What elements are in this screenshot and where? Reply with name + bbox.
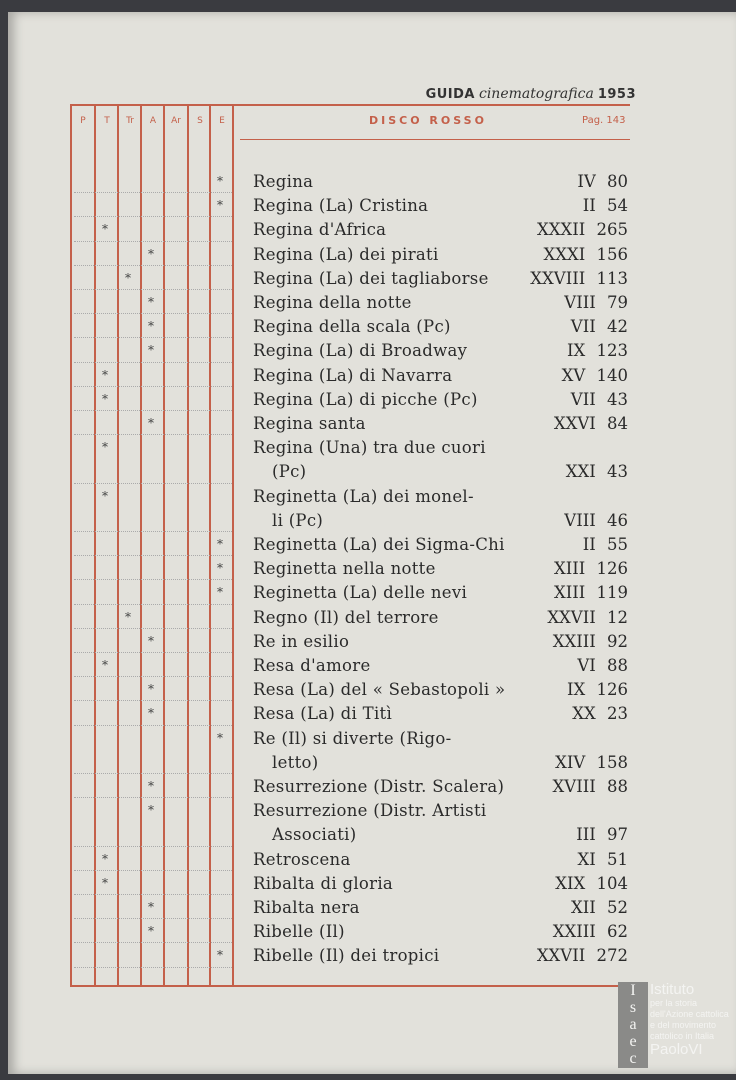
dotted-rule: [74, 531, 232, 532]
rating-asterisk: *: [217, 174, 223, 188]
dotted-rule: [74, 652, 232, 653]
index-entry: [0, 656, 736, 680]
volume-page-reference: XVIII 88: [552, 777, 628, 796]
logo-line: PaoloVI: [650, 1041, 703, 1058]
index-entry: [0, 293, 736, 317]
column-header-a: A: [149, 116, 157, 126]
rating-asterisk: *: [148, 319, 154, 334]
volume-page-reference: VIII 46: [564, 510, 628, 530]
rating-asterisk: *: [217, 730, 223, 745]
dotted-rule: [74, 216, 232, 217]
volume-page-reference: XX 23: [572, 704, 628, 724]
logo-line: per la storia: [650, 998, 698, 1008]
rating-asterisk: *: [102, 440, 108, 455]
volume-page-reference: IV 80: [577, 172, 628, 191]
film-title: Regina (La) di Navarra: [253, 365, 453, 385]
film-title: Ribelle (Il): [253, 922, 345, 942]
volume-page-reference: XXXII 265: [536, 220, 628, 240]
dotted-rule: [74, 846, 232, 847]
dotted-rule: [74, 265, 232, 266]
film-title: Re in esilio: [253, 631, 350, 651]
index-entry: [0, 946, 736, 970]
volume-page-reference: XIV 158: [555, 752, 628, 772]
film-title: Regno (Il) del terrore: [253, 607, 439, 627]
index-entry: [0, 801, 736, 845]
volume-page-reference: VII 42: [570, 317, 628, 337]
film-title: Resa (La) del « Sebastopoli »: [253, 680, 506, 700]
index-entry: [0, 583, 736, 607]
rating-asterisk: *: [217, 561, 223, 576]
logo-line: dell'Azione cattolica: [650, 1009, 729, 1019]
dotted-rule: [74, 918, 232, 919]
rating-asterisk: *: [148, 900, 154, 914]
film-title: Resa (La) di Titì: [253, 704, 393, 724]
film-title: Regina della notte: [253, 293, 412, 312]
film-title: Resurrezione (Distr. Artisti: [253, 801, 487, 821]
volume-page-reference: XIX 104: [555, 873, 628, 893]
volume-page-reference: XV 140: [561, 365, 628, 385]
film-title-continued: li (Pc): [272, 510, 324, 530]
dotted-rule: [74, 434, 232, 435]
index-entry: [0, 922, 736, 946]
index-entry: [0, 850, 736, 874]
volume-page-reference: XXVI 84: [553, 414, 628, 433]
rating-asterisk: *: [217, 198, 223, 213]
rating-asterisk: *: [102, 851, 108, 866]
film-title: Regina (La) di picche (Pc): [253, 389, 478, 409]
dotted-rule: [74, 870, 232, 871]
rating-asterisk: *: [102, 391, 108, 406]
logo-line: cattolico in Italia: [650, 1031, 715, 1041]
column-header-s: S: [197, 116, 203, 126]
rating-asterisk: *: [148, 295, 154, 309]
volume-page-reference: XIII 119: [553, 583, 628, 603]
volume-page-reference: VI 88: [577, 656, 628, 675]
dotted-rule: [74, 241, 232, 242]
header-under-rule: [240, 139, 630, 140]
index-entry: [0, 704, 736, 728]
film-title: Re (Il) si diverte (Rigo-: [253, 728, 452, 748]
film-title: Ribalta di gloria: [253, 873, 394, 893]
volume-page-reference: IX 126: [566, 680, 628, 700]
index-entry: [0, 898, 736, 922]
dotted-rule: [74, 410, 232, 411]
film-title: Retroscena: [253, 849, 351, 869]
volume-page-reference: XXVII 272: [536, 946, 628, 966]
column-header-e: E: [219, 116, 225, 126]
rating-asterisk: *: [148, 246, 154, 261]
volume-page-reference: XIII 126: [553, 559, 628, 579]
index-entry: [0, 777, 736, 801]
dotted-rule: [74, 894, 232, 895]
volume-page-reference: IX 123: [566, 341, 628, 361]
film-title: Reginetta (La) dei monel-: [253, 486, 474, 506]
column-header-p: P: [80, 116, 86, 126]
film-title: Regina della scala (Pc): [253, 317, 451, 337]
volume-page-reference: XXIII 92: [552, 631, 628, 651]
index-entry: [0, 245, 736, 269]
rating-asterisk: *: [217, 948, 223, 963]
film-title: Regina: [253, 172, 314, 191]
index-entry: [0, 414, 736, 438]
volume-page-reference: II 54: [582, 196, 628, 216]
film-title: Regina (La) di Broadway: [253, 341, 468, 361]
rating-asterisk: *: [217, 537, 223, 551]
rating-asterisk: *: [102, 658, 108, 672]
index-entry: [0, 632, 736, 656]
film-title: Regina (La) Cristina: [253, 196, 429, 216]
column-header-t: T: [104, 116, 110, 126]
header-top-rule: [70, 104, 630, 106]
rating-asterisk: *: [125, 270, 131, 285]
rating-asterisk: *: [148, 779, 154, 793]
logo-line: e del movimento: [650, 1020, 717, 1030]
table-bottom-rule: [70, 985, 630, 987]
dotted-rule: [74, 604, 232, 605]
film-title: Regina (Una) tra due cuori: [253, 438, 486, 458]
film-title: Regina d'Africa: [253, 220, 387, 240]
running-header-guida: GUIDA: [425, 87, 475, 102]
film-title-continued: (Pc): [272, 462, 307, 482]
rating-asterisk: *: [102, 488, 108, 503]
column-header-tr: Tr: [126, 116, 134, 126]
film-title: Resa d'amore: [253, 656, 371, 675]
volume-page-reference: VIII 79: [564, 293, 628, 312]
volume-page-reference: XXVIII 113: [530, 268, 628, 288]
index-entry: [0, 486, 736, 530]
index-entry: [0, 680, 736, 704]
volume-page-reference: XXIII 62: [552, 922, 628, 942]
volume-page-reference: XI 51: [577, 849, 628, 869]
dotted-rule: [74, 483, 232, 484]
film-title: Ribelle (Il) dei tropici: [253, 946, 440, 966]
dotted-rule: [74, 967, 232, 968]
dotted-rule: [74, 942, 232, 943]
volume-page-reference: XXVII 12: [547, 607, 628, 627]
rating-asterisk: *: [148, 924, 154, 939]
film-title: Resurrezione (Distr. Scalera): [253, 777, 505, 796]
logo-mark: I s a e c: [618, 982, 648, 1068]
film-title: Reginetta (La) dei Sigma-Chi: [253, 535, 505, 554]
film-title: Regina santa: [253, 414, 366, 433]
dotted-rule: [74, 700, 232, 701]
index-entry: [0, 269, 736, 293]
index-entry: [0, 366, 736, 390]
volume-page-reference: XXXI 156: [543, 244, 628, 264]
film-title: Regina (La) dei tagliaborse: [253, 268, 489, 288]
running-header: [426, 84, 636, 102]
dotted-rule: [74, 797, 232, 798]
index-entry: [0, 341, 736, 365]
rating-asterisk: *: [102, 367, 108, 382]
rating-asterisk: *: [217, 585, 223, 600]
dotted-rule: [74, 725, 232, 726]
film-title-continued: letto): [272, 752, 319, 772]
index-entry: [0, 559, 736, 583]
rating-asterisk: *: [148, 416, 154, 430]
rating-asterisk: *: [125, 609, 131, 624]
section-title: DISCO ROSSO: [369, 114, 487, 127]
dotted-rule: [74, 337, 232, 338]
volume-page-reference: XXI 43: [565, 462, 628, 482]
volume-page-reference: XII 52: [570, 898, 628, 917]
index-entry: [0, 874, 736, 898]
film-title-continued: Associati): [272, 825, 357, 845]
rating-asterisk: *: [102, 875, 108, 890]
dotted-rule: [74, 289, 232, 290]
column-header-ar: Ar: [171, 116, 181, 126]
index-entry: [0, 535, 736, 559]
dotted-rule: [74, 192, 232, 193]
dotted-rule: [74, 628, 232, 629]
dotted-rule: [74, 676, 232, 677]
volume-page-reference: II 55: [582, 535, 628, 554]
dotted-rule: [74, 313, 232, 314]
index-entry: [0, 196, 736, 220]
dotted-rule: [74, 555, 232, 556]
volume-page-reference: III 97: [576, 825, 628, 845]
dotted-rule: [74, 362, 232, 363]
index-entry: [0, 390, 736, 414]
dotted-rule: [74, 773, 232, 774]
running-header-subtitle: cinematografica: [478, 86, 594, 102]
rating-asterisk: *: [102, 222, 108, 237]
rating-asterisk: *: [148, 803, 154, 818]
index-entry: [0, 438, 736, 482]
film-title: Reginetta (La) delle nevi: [253, 583, 468, 603]
rating-asterisk: *: [148, 682, 154, 697]
rating-asterisk: *: [148, 706, 154, 721]
dotted-rule: [74, 579, 232, 580]
isacem-logo: [618, 982, 736, 1070]
index-entry: [0, 608, 736, 632]
index-entry: [0, 172, 736, 196]
volume-page-reference: VII 43: [570, 389, 628, 409]
film-title: Ribalta nera: [253, 898, 360, 917]
page-number: Pag. 143: [582, 115, 626, 126]
index-entry: [0, 220, 736, 244]
logo-line: Istituto: [650, 981, 695, 998]
dotted-rule: [74, 386, 232, 387]
rating-asterisk: *: [148, 343, 154, 358]
index-entry: [0, 317, 736, 341]
index-entry: [0, 728, 736, 772]
film-title: Reginetta nella notte: [253, 559, 436, 579]
running-header-year: 1953: [597, 87, 636, 102]
rating-asterisk: *: [148, 633, 154, 648]
film-title: Regina (La) dei pirati: [253, 244, 439, 264]
